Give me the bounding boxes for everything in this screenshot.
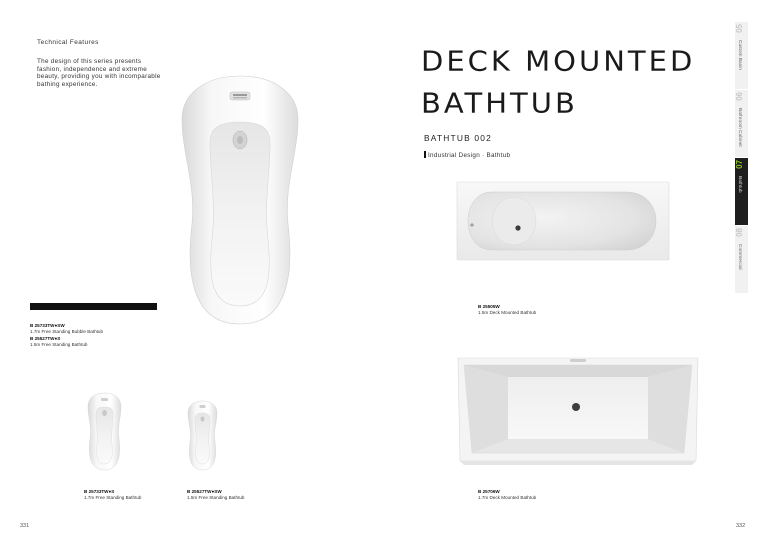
thumbnail-bathtub-1	[86, 392, 123, 471]
thumb-caption-1	[84, 489, 141, 501]
chapter-tab-bathroom-cabinet[interactable]	[735, 90, 748, 158]
caption-code: B 25706W	[478, 489, 500, 494]
caption-code: B 25527TW●S	[30, 336, 61, 341]
chapter-tab-commercial[interactable]	[735, 226, 748, 294]
deck-bathtub-25505-image	[456, 181, 670, 261]
caption-code: B 25733TW●S	[84, 489, 115, 494]
chapter-label: Bathtub	[737, 176, 742, 193]
technical-features-heading: Technical Features	[37, 39, 99, 46]
product-caption-25706	[478, 489, 536, 501]
chapter-number: 05	[735, 24, 744, 33]
page-number-left: 331	[20, 523, 30, 529]
page-number-right: 332	[736, 523, 746, 529]
bullet-mark	[424, 151, 426, 158]
technical-features-text: The design of this series presents fashion, independence and extreme beauty, providing you with incomparable bathing experience.	[37, 58, 161, 88]
chapter-label: Commercial	[737, 244, 742, 270]
product-caption-25505	[478, 304, 536, 316]
section-divider-bar	[30, 303, 157, 310]
chapter-number: 08	[735, 228, 744, 237]
chapter-tab-custom-basin[interactable]	[735, 22, 748, 90]
deck-bathtub-25706-image	[456, 355, 700, 467]
caption-code: B 25527TW●SW	[187, 489, 222, 494]
thumb-caption-2	[187, 489, 244, 501]
chapter-label: Bathroom Cabinet	[737, 108, 742, 147]
design-category-text: Industrial Design · Bathtub	[428, 152, 511, 159]
chapter-tab-bathtub[interactable]	[735, 158, 748, 226]
caption-desc: 1.5m Free Standing Bathtub	[30, 342, 88, 347]
caption-desc: 1.7m Free Standing Bubble Bathtub	[30, 329, 104, 334]
chapter-number: 07	[735, 160, 744, 169]
caption-25733	[30, 323, 103, 335]
chapter-tabs	[735, 22, 748, 294]
title-line-1: DECK MOUNTED	[421, 44, 696, 78]
caption-desc: 1.5m Free Standing Bathtub	[187, 495, 245, 500]
page-title	[421, 40, 695, 124]
title-line-2: BATHTUB	[421, 86, 578, 120]
freestanding-bathtub-image	[180, 74, 300, 326]
caption-desc: 1.7m Free Standing Bathtub	[84, 495, 142, 500]
design-category	[424, 151, 510, 159]
chapter-label: Custom Basin	[737, 40, 742, 70]
thumbnail-bathtub-2	[187, 400, 218, 471]
caption-desc: 1.5m Deck Mounted Bathtub	[478, 310, 537, 315]
caption-25527	[30, 336, 87, 348]
caption-desc: 1.7m Deck Mounted Bathtub	[478, 495, 537, 500]
caption-code: B 25505W	[478, 304, 500, 309]
product-name: BATHTUB 002	[424, 133, 492, 143]
chapter-number: 06	[735, 92, 744, 101]
caption-code: B 25733TW●SW	[30, 323, 65, 328]
